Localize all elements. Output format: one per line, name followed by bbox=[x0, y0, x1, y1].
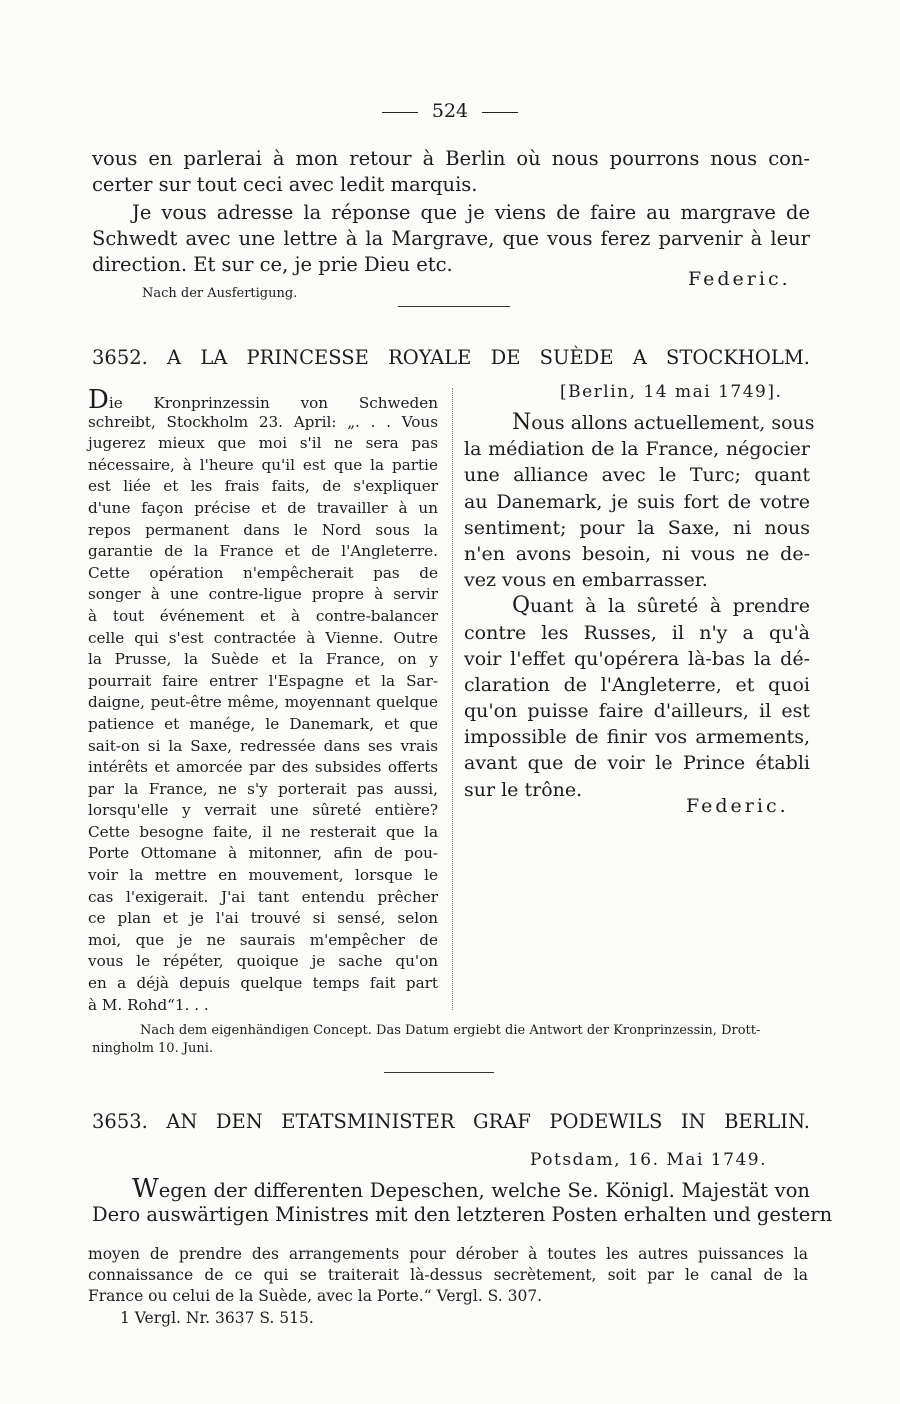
opening-line-1: vous en parlerai à mon retour à Berlin où nous pourrons nous con- bbox=[92, 147, 810, 170]
left-col-line bbox=[88, 385, 438, 415]
drop-cap: N bbox=[512, 410, 532, 435]
left-col-line: intérêts et amorcée par des subsides offerts bbox=[88, 758, 438, 777]
left-col-line: songer à une contre-ligue propre à servir bbox=[88, 585, 438, 604]
footnote-line-2: connaissance de ce qui se traiterait là-dessus secrètement, soit par le canal de la bbox=[88, 1266, 808, 1284]
page-number-dash-right bbox=[482, 112, 518, 113]
right-col-line-text: ous allons actuellement, sous bbox=[531, 412, 815, 434]
right-col-line: n'en avons besoin, ni vous ne de- bbox=[464, 542, 810, 565]
right-col-line: impossible de finir vos armements, bbox=[464, 726, 810, 749]
right-col-line: claration de l'Angleterre, et quoi bbox=[464, 673, 810, 696]
left-col-line: est liée et les frais faits, de s'expliquer bbox=[88, 477, 438, 496]
letter-3653-heading: 3653. AN DEN ETATSMINISTER GRAF PODEWILS IN BERLIN. bbox=[92, 1110, 810, 1133]
left-col-line: garantie de la France et de l'Angleterre. bbox=[88, 542, 438, 561]
left-col-line: cas l'exigerait. J'ai tant entendu prêcher bbox=[88, 887, 438, 906]
drop-cap-D: D bbox=[88, 385, 109, 415]
right-col-line: au Danemark, je suis fort de votre bbox=[464, 490, 810, 513]
letter-3653-dateline: Potsdam, 16. Mai 1749. bbox=[530, 1150, 767, 1170]
letter-3652-left-column bbox=[88, 385, 438, 1016]
letter-3652-signature: Federic. bbox=[686, 795, 789, 817]
right-col-line: vez vous en embarrasser. bbox=[464, 569, 708, 592]
source-note-line-2: ningholm 10. Juni. bbox=[92, 1041, 214, 1056]
left-col-line: à M. Rohd“1. . . bbox=[88, 995, 209, 1014]
letter-3653-line-1 bbox=[132, 1176, 810, 1204]
opening-line-4: Schwedt avec une lettre à la Margrave, que vous ferez parvenir à leur bbox=[92, 227, 810, 250]
right-col-line bbox=[464, 410, 815, 436]
left-col-line: schreibt, Stockholm 23. April: „. . . Vous bbox=[88, 412, 438, 431]
letter-3652-heading: 3652. A LA PRINCESSE ROYALE DE SUÈDE A STOCKHOLM. bbox=[92, 346, 810, 369]
opening-line-3: Je vous adresse la réponse que je viens de faire au margrave de bbox=[132, 201, 810, 224]
right-col-line: avant que de voir le Prince établi bbox=[464, 752, 810, 775]
left-col-line: la Prusse, la Suède et la France, on y bbox=[88, 650, 438, 669]
page-number bbox=[0, 100, 900, 122]
letter-3652-right-column bbox=[464, 410, 815, 803]
page-number-text: 524 bbox=[431, 100, 469, 122]
right-col-line: sentiment; pour la Saxe, ni nous bbox=[464, 516, 810, 539]
footnote-line-1: moyen de prendre des arrangements pour dérober à toutes les autres puissances la bbox=[88, 1245, 808, 1263]
left-col-line: d'une façon précise et de travailler à un bbox=[88, 498, 438, 517]
letter-3653-line-1-text: egen der differenten Depeschen, welche Se. Königl. Majestät von bbox=[158, 1179, 810, 1202]
left-col-line: vous le répéter, quoique je sache qu'on bbox=[88, 952, 438, 971]
left-col-line: par la France, ne s'y porterait pas aussi, bbox=[88, 779, 438, 798]
letter-3652-dateline: [Berlin, 14 mai 1749]. bbox=[560, 382, 783, 402]
right-col-line bbox=[464, 593, 810, 619]
right-col-line: une alliance avec le Turc; quant bbox=[464, 464, 810, 487]
source-note-line-1: Nach dem eigenhändigen Concept. Das Datum ergiebt die Antwort der Kronprinzessin, Drott- bbox=[140, 1023, 761, 1038]
page-number-dash-left bbox=[382, 112, 418, 113]
section-rule-2 bbox=[384, 1072, 494, 1073]
left-col-line: voir la mettre en mouvement, lorsque le bbox=[88, 866, 438, 885]
footnote-line-3: France ou celui de la Suède, avec la Porte.“ Vergl. S. 307. bbox=[88, 1287, 543, 1305]
left-col-line: celle qui s'est contractée à Vienne. Outre bbox=[88, 628, 438, 647]
left-col-line: Porte Ottomane à mitonner, afin de pou- bbox=[88, 844, 438, 863]
right-col-line: voir l'effet qu'opérera là-bas la dé- bbox=[464, 647, 810, 670]
right-col-line: sur le trône. bbox=[464, 778, 583, 801]
left-col-line: sait-on si la Saxe, redressée dans ses vrais bbox=[88, 736, 438, 755]
left-col-line: repos permanent dans le Nord sous la bbox=[88, 520, 438, 539]
left-col-line: daigne, peut-être même, moyennant quelque bbox=[88, 693, 438, 712]
left-col-line: Cette opération n'empêcherait pas de bbox=[88, 563, 438, 582]
left-col-line: moi, que je ne saurais m'empêcher de bbox=[88, 930, 438, 949]
left-col-line: ce plan et je l'ai trouvé si sensé, selon bbox=[88, 909, 438, 928]
left-col-line: à tout événement et à contre-balancer bbox=[88, 606, 438, 625]
column-divider bbox=[452, 388, 453, 1010]
letter-3653-line-2: Dero auswärtigen Ministres mit den letzteren Posten erhalten und gestern bbox=[92, 1203, 833, 1226]
opening-signature: Federic. bbox=[688, 268, 791, 290]
opening-source-note: Nach der Ausfertigung. bbox=[142, 286, 298, 301]
right-col-line: qu'on puisse faire d'ailleurs, il est bbox=[464, 700, 810, 723]
drop-cap: Q bbox=[512, 593, 531, 619]
right-col-line-text: uant à la sûreté à prendre bbox=[530, 595, 810, 618]
right-col-line: contre les Russes, il n'y a qu'à bbox=[464, 621, 810, 644]
left-col-line-text: ie Kronprinzessin von Schweden bbox=[108, 394, 438, 412]
letter-3652-source-note bbox=[140, 1022, 810, 1040]
left-col-line: Cette besogne faite, il ne resterait que la bbox=[88, 822, 438, 841]
left-col-line: jugerez mieux que moi s'il ne sera pas bbox=[88, 434, 438, 453]
opening-line-5: direction. Et sur ce, je prie Dieu etc. bbox=[92, 253, 453, 276]
left-col-line: nécessaire, à l'heure qu'il est que la partie bbox=[88, 455, 438, 474]
left-col-line: lorsqu'elle y verrait une sûreté entière? bbox=[88, 801, 438, 820]
left-col-line: pourrait faire entrer l'Espagne et la Sar- bbox=[88, 671, 438, 690]
left-col-line: en a déjà depuis quelque temps fait part bbox=[88, 974, 438, 993]
footnote-1: 1 Vergl. Nr. 3637 S. 515. bbox=[120, 1309, 314, 1327]
section-rule-1 bbox=[398, 306, 510, 307]
right-col-line: la médiation de la France, négocier bbox=[464, 438, 810, 461]
opening-line-2: certer sur tout ceci avec ledit marquis. bbox=[92, 173, 478, 196]
left-col-line: patience et manége, le Danemark, et que bbox=[88, 714, 438, 733]
drop-cap-W: W bbox=[132, 1174, 159, 1204]
